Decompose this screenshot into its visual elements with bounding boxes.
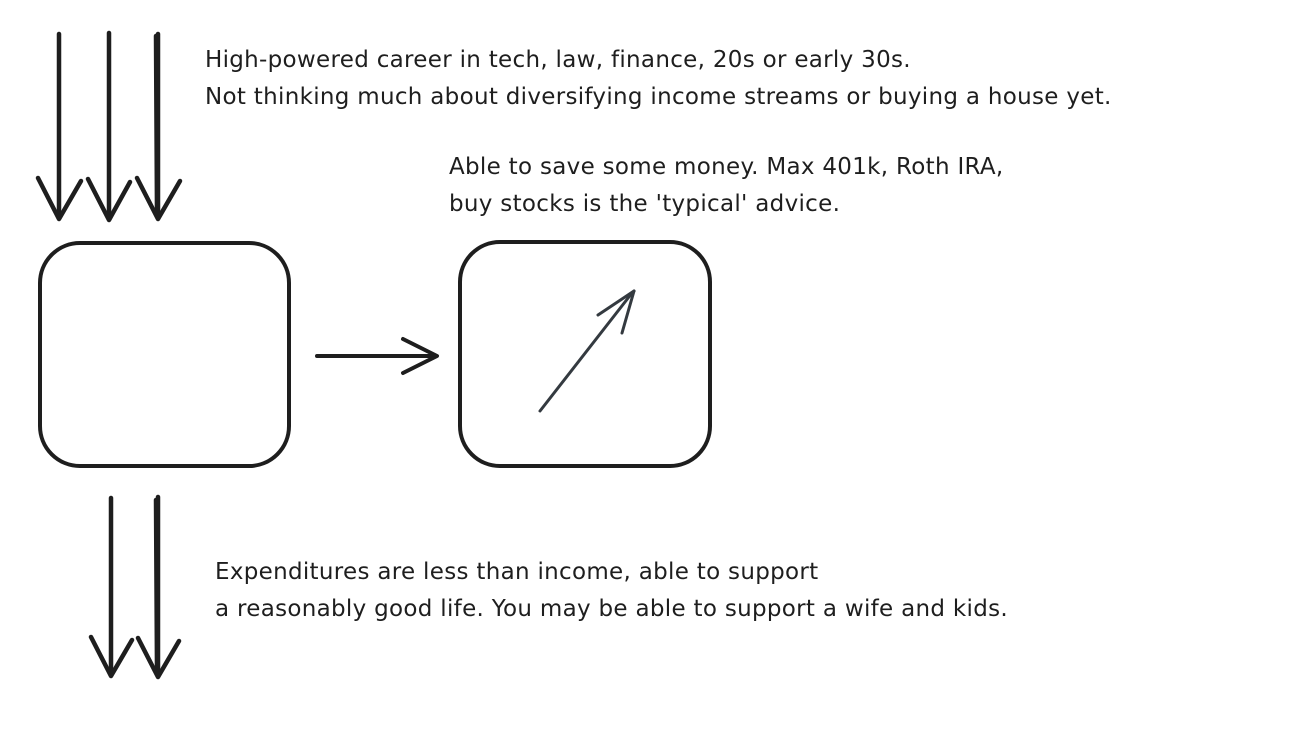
advice-note-line1: Able to save some money. Max 401k, Roth IRA, bbox=[449, 154, 1004, 180]
income-box bbox=[38, 241, 291, 468]
lifestyle-note-line1: Expenditures are less than income, able to support bbox=[215, 559, 819, 585]
expense-outflow-arrows-icon bbox=[85, 492, 195, 687]
down-arrow-icon bbox=[91, 497, 179, 677]
lifestyle-note-line2: a reasonably good life. You may be able to support a wife and kids. bbox=[215, 596, 1008, 622]
down-arrow-icon bbox=[38, 33, 180, 220]
growth-trend-arrow-icon bbox=[528, 278, 643, 418]
flow-right-arrow-icon bbox=[312, 334, 444, 378]
career-note-line1: High-powered career in tech, law, finance, 20s or early 30s. bbox=[205, 47, 911, 73]
advice-note-line2: buy stocks is the 'typical' advice. bbox=[449, 191, 841, 217]
lifestyle-note bbox=[215, 554, 1008, 628]
advice-note bbox=[449, 149, 1004, 223]
career-note-line2: Not thinking much about diversifying income streams or buying a house yet. bbox=[205, 84, 1112, 110]
career-note bbox=[205, 42, 1112, 116]
income-inflow-arrows-icon bbox=[30, 26, 190, 226]
